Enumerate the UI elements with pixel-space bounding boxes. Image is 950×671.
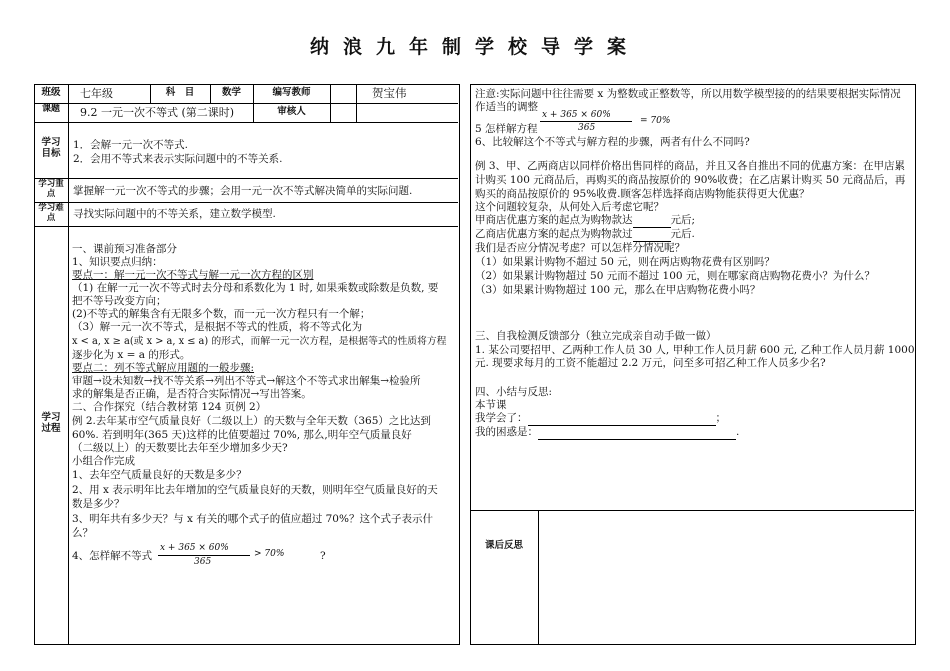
inequality-numerator: x + 365 × 60%	[160, 543, 229, 553]
section4-line: 四、小结与反思:	[475, 386, 553, 398]
equation-numerator: x + 365 × 60%	[542, 110, 611, 120]
hard-text: 寻找实际问题中的不等关系，建立数学模型.	[73, 208, 276, 220]
after-class-area[interactable]	[540, 512, 912, 642]
key-label: 学习重点	[38, 179, 64, 199]
process-line: 1、知识要点归纳：	[72, 256, 163, 268]
section3-line: 元. 现要求每月的工资不能超过 2.2 万元，问至多可招乙种工作人员多少名?	[475, 357, 826, 369]
key-text: 掌握解一元一次不等式的步骤；会用一元一次不等式解决简单的实际问题.	[73, 185, 413, 197]
process-line: （二级以上）的天数要比去年至少增加多少天?	[72, 442, 288, 454]
process-line: 逐步化为 x = a 的形式。	[72, 349, 191, 361]
process-line: 要点二：列不等式解应用题的一般步骤:	[72, 362, 255, 374]
start-point-a	[475, 214, 695, 228]
subject-value: 数学	[221, 87, 241, 98]
after-class-label: 课后反思	[484, 540, 523, 551]
topic-value: 9.2 一元一次不等式 (第二课时)	[80, 106, 235, 119]
process-line: 求的解集是否正确，是否符合实际情况→写出答案。	[72, 388, 312, 400]
doubt-label: 我的困惑是：	[475, 426, 538, 438]
process-line: x < a, x ≥ a(或 x > a, x ≤ a) 的形式，而解一元一次方程，是根据等式的性质将方程	[72, 336, 447, 347]
learned-line	[475, 412, 726, 426]
process-label: 学习过程	[41, 412, 61, 434]
section3-line: 1. 某公司要招甲、乙两种工作人员 30 人, 甲种工作人员月薪 600 元, 乙种工作人员月薪 1000	[475, 344, 915, 356]
start-point-b-suffix: 元后.	[670, 228, 695, 240]
note-line: 作适当的调整	[475, 101, 538, 113]
equation-denominator: 365	[578, 123, 596, 133]
subject-label: 科 目	[165, 87, 195, 98]
doubt-line	[475, 426, 739, 440]
learned-blank[interactable]	[528, 415, 716, 426]
process-line: 3、明年共有多少天？与 x 有关的哪个式子的值应超过 70%？这个式子表示什	[72, 513, 433, 525]
process-line: 4、怎样解不等式	[72, 550, 153, 562]
example3-line: 购买的商品按原价的 95%收费.顾客怎样选择商店购物能获得更大优惠？	[475, 188, 810, 200]
inequality-rhs: > 70%	[254, 549, 285, 559]
goal-1: 1．会解一元一次不等式.	[73, 139, 189, 151]
note-line: 注意:实际问题中往往需要 x 为整数或正整数等，所以用数学模型接的的结果要根据实际情况	[475, 88, 901, 100]
editor-label: 编写教师	[272, 87, 311, 98]
section3-line: 三、自我检测反馈部分（独立完成亲自动手做一做）	[475, 330, 717, 342]
example3-line: （3）如果累计购物超过 100 元，那么在甲店购物花费小吗？	[475, 284, 761, 296]
inequality-denominator: 365	[194, 557, 212, 567]
process-line: 数是多少？	[72, 498, 125, 510]
process-line: 小组合作完成	[72, 455, 135, 467]
topic-label: 课题	[41, 104, 60, 114]
class-value: 七年级	[80, 87, 113, 100]
start-point-a-blank[interactable]	[633, 217, 671, 228]
process-line: 2、用 x 表示明年比去年增加的空气质量良好的天数，则明年空气质量良好的天	[72, 484, 438, 496]
learned-end: ；	[715, 412, 726, 424]
editor-value: 贺宝伟	[372, 86, 407, 100]
process-line: 例 2.去年某市空气质量良好（二级以上）的天数与全年天数（365）之比达到	[72, 415, 431, 427]
process-line: 么？	[72, 527, 93, 539]
process-line: 审题→设未知数→找不等关系→列出不等式→解这个不等式求出解集→检验所	[72, 375, 421, 387]
section4-line: 本节课	[475, 399, 507, 411]
process-line: 1、去年空气质量良好的天数是多少？	[72, 469, 247, 481]
page-title: 纳浪九年制学校导学案	[309, 36, 640, 58]
learned-label: 我学会了：	[475, 412, 528, 424]
process-line: （3）解一元一次不等式，是根据不等式的性质，将不等式化为	[72, 321, 363, 333]
example3-line: 这个问题较复杂，从何处入后考虑它呢？	[475, 201, 664, 213]
reviewer-label: 审核人	[277, 106, 306, 117]
goal-label: 学习目标	[41, 137, 61, 159]
example3-line: 例 3、甲、乙两商店以同样价格出售同样的商品，并且又各自推出不同的优惠方案：在甲店累	[475, 160, 906, 172]
start-point-b	[475, 228, 695, 242]
question-5: 5 怎样解方程	[475, 123, 538, 135]
class-label: 班级	[41, 87, 61, 98]
process-line: 60%. 若到明年(365 天)这样的比值要超过 70%, 那么,明年空气质量良好	[72, 429, 412, 441]
hard-label: 学习难点	[38, 203, 64, 223]
doubt-end: .	[736, 426, 740, 438]
start-point-b-text: 乙商店优惠方案的起点为购物款过	[475, 228, 633, 240]
doubt-blank[interactable]	[538, 429, 736, 440]
inequality-question: ?	[320, 550, 326, 562]
process-line: 二、合作探究（结合教材第 124 页例 2）	[72, 401, 267, 413]
example3-line: （2）如果累计购物超过 50 元而不超过 100 元，则在哪家商店购物花费小？为什么？	[475, 270, 875, 282]
process-line: 把不等号改变方向；	[72, 295, 167, 307]
example3-line: 我们是否应分情况考虑？可以怎样分情况呢？	[475, 242, 685, 254]
example3-line: （1）如果累计购物不超过 50 元，则在两店购物花费有区别吗？	[475, 256, 775, 268]
start-point-b-blank[interactable]	[633, 231, 671, 242]
process-line: (2)不等式的解集含有无限多个数，而一元一次方程只有一个解；	[72, 308, 371, 320]
fraction-line	[158, 555, 250, 556]
process-line: 要点一：解一元一次不等式与解一元一次方程的区别	[72, 269, 314, 281]
process-line: （1) 在解一元一次不等式时去分母和系数化为 1 时, 如果乘数或除数是负数, 要	[72, 282, 439, 294]
start-point-a-text: 甲商店优惠方案的起点为购物款达	[475, 214, 633, 226]
example3-line: 计购买 100 元商品后，再购买的商品按原价的 90%收费；在乙店累计购买 50 元商品后，再	[475, 174, 906, 186]
fraction-line	[540, 121, 632, 122]
goal-2: 2．会用不等式来表示实际问题中的不等关系.	[73, 153, 283, 165]
process-line: 一、课前预习准备部分	[72, 243, 177, 255]
start-point-a-suffix: 元后;	[670, 214, 696, 226]
equation-rhs: = 70%	[640, 116, 671, 126]
question-6: 6、比较解这个不等式与解方程的步骤，两者有什么不同吗?	[475, 136, 750, 148]
